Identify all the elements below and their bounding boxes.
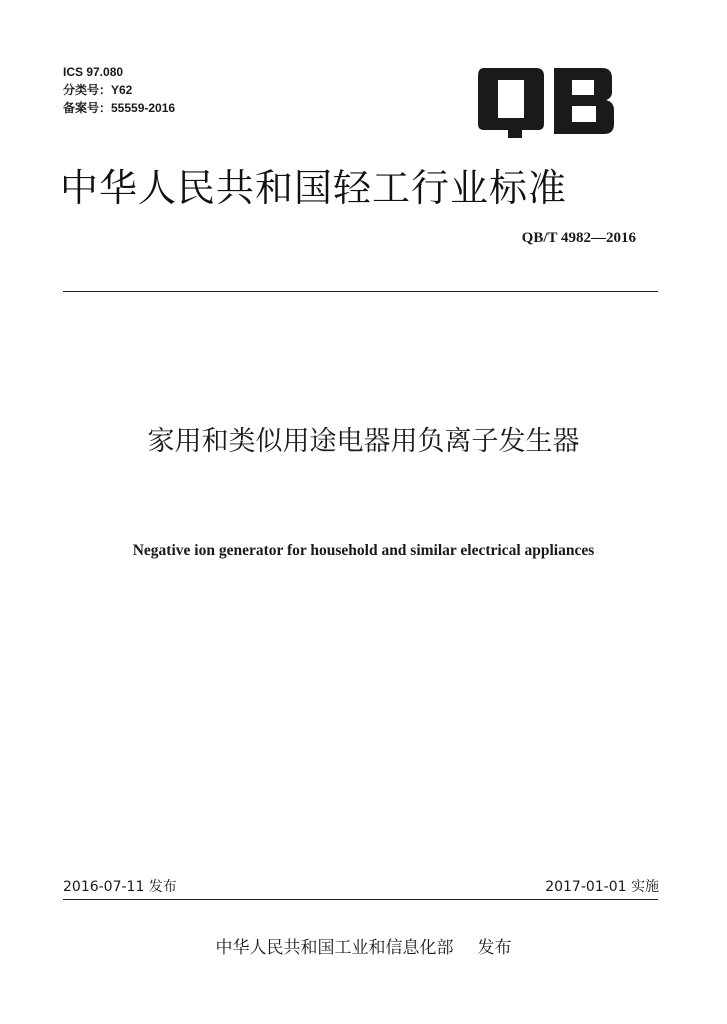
issuing-body-title: 中华人民共和国轻工行业标准 (60, 166, 568, 210)
standard-title-english: Negative ion generator for household and similar electrical appliances (132, 542, 595, 559)
qb-logo-mark (478, 68, 618, 138)
publish-label: 发布 (477, 938, 512, 958)
standard-title-chinese: 家用和类似用途电器用负离子发生器 (147, 426, 580, 457)
implementation-date: 2017-01-01 实施 (545, 879, 659, 895)
publisher-line (0, 933, 727, 958)
publisher-name: 中华人民共和国工业和信息化部 (215, 938, 454, 958)
document-metadata (63, 63, 175, 117)
ics-code: ICS 97.080 (63, 65, 124, 79)
classification-number: 分类号：Y62 (63, 83, 133, 97)
filing-number: 备案号：55559-2016 (63, 101, 176, 115)
standard-number: QB/T 4982—2016 (521, 230, 636, 246)
qb-logo (478, 68, 618, 138)
issue-date: 2016-07-11 发布 (63, 879, 177, 895)
bottom-divider (63, 899, 658, 900)
top-divider (63, 291, 658, 292)
